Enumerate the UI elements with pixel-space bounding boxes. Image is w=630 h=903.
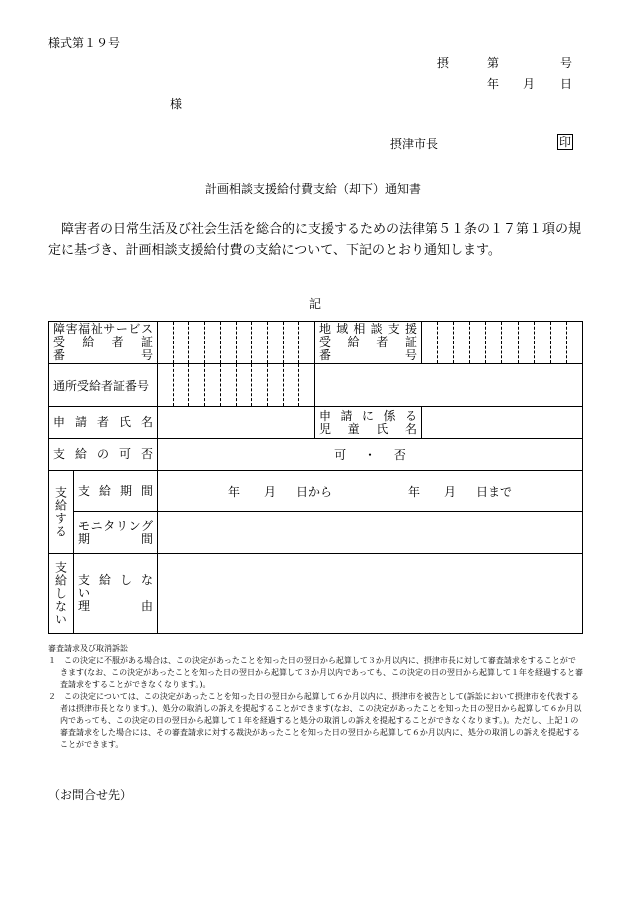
date-month: 月 bbox=[523, 77, 536, 91]
nogrant-reason-field[interactable] bbox=[158, 554, 583, 634]
doc-number-go: 号 bbox=[560, 56, 573, 70]
approval-value[interactable] bbox=[158, 439, 583, 471]
applicant-field[interactable] bbox=[158, 407, 315, 439]
applicant-label: 申 請 者 氏 名 bbox=[49, 407, 158, 439]
tsusho-number-field[interactable] bbox=[158, 364, 315, 407]
recipient-number-field[interactable] bbox=[158, 322, 315, 364]
addressee-sama: 様 bbox=[170, 97, 183, 111]
from-day: 日から bbox=[296, 484, 333, 499]
approval-dot: ・ bbox=[364, 448, 377, 462]
notes-heading: 審査請求及び取消訴訟 bbox=[48, 644, 128, 653]
seal-mark: 印 bbox=[559, 135, 572, 149]
doc-number-prefix: 摂 bbox=[437, 56, 450, 70]
note-item-1: １ この決定に不服がある場合は、この決定があったことを知った日の翌日から起算して３か月以内に、摂津市長に対して審査請求をすることができます(なお、この決定があったことを知った日の翌日から起算して３か月以内であっても、この決定の日の翌日から起算して１年を経過すると審査請求をすることができなくなります。)。 bbox=[48, 656, 583, 689]
date-day: 日 bbox=[560, 77, 573, 91]
date-year: 年 bbox=[487, 77, 500, 91]
recipient-number-label: 障害福祉サービス 受 給 者 証 番 号 bbox=[49, 322, 158, 364]
nogrant-reason-label: 支 給 し な い 理 由 bbox=[74, 554, 158, 634]
notification-table bbox=[48, 321, 583, 634]
appeal-notes bbox=[48, 643, 583, 751]
grant-period-field[interactable] bbox=[158, 471, 583, 512]
child-name-label: 申 請 に 係 る 児 童 氏 名 bbox=[315, 407, 422, 439]
tsusho-number-label: 通所受給者証番号 bbox=[49, 364, 158, 407]
from-year: 年 bbox=[228, 484, 241, 499]
monitoring-label: モニタリング 期 間 bbox=[74, 512, 158, 554]
ki-label: 記 bbox=[309, 297, 322, 311]
approval-yes: 可 bbox=[334, 448, 347, 462]
grant-group-label: 支給する bbox=[49, 471, 74, 554]
tsusho-blank bbox=[315, 364, 583, 407]
issuer: 摂津市長 bbox=[390, 137, 439, 151]
monitoring-field[interactable] bbox=[158, 512, 583, 554]
regional-number-label: 地 域 相 談 支 援 受 給 者 証 番 号 bbox=[315, 322, 422, 364]
to-year: 年 bbox=[407, 484, 420, 499]
form-number: 様式第１９号 bbox=[48, 36, 121, 50]
body-text: 障害者の日常生活及び社会生活を総合的に支援するための法律第５１条の１７第１項の規定に基づき、計画相談支援給付費の支給について、下記のとおり通知します。 bbox=[48, 222, 582, 258]
nogrant-group-label: 支給しない bbox=[49, 554, 74, 634]
from-month: 月 bbox=[264, 484, 277, 499]
approval-no: 否 bbox=[393, 448, 406, 462]
child-name-field[interactable] bbox=[422, 407, 583, 439]
regional-number-field[interactable] bbox=[422, 322, 583, 364]
note-item-2: ２ この決定については、この決定があったことを知った日の翌日から起算して６か月以内に、摂津市を被告として(訴訟において摂津市を代表する者は摂津市長となります。)、処分の取消しの訴えを提起することができます(なお、この決定があったことを知った日の翌日から起算して６か月以内であっても、この決定の日の翌日から起算して１年を経過すると処分の取消しの訴えを提起することができなくなります。)。ただし、上記１の審査請求をした場合には、その審査請求に対する裁決があったことを知った日の翌日から起算して６か月以内に、処分の取消しの訴えを提起することができます。 bbox=[48, 692, 582, 749]
grant-period-label: 支 給 期 間 bbox=[74, 471, 158, 512]
doc-number-dai: 第 bbox=[487, 56, 500, 70]
document-title: 計画相談支援給付費支給（却下）通知書 bbox=[205, 182, 422, 196]
to-day: 日まで bbox=[476, 484, 513, 499]
approval-label: 支 給 の 可 否 bbox=[49, 439, 158, 471]
contact-label: （お問合せ先） bbox=[48, 788, 133, 802]
to-month: 月 bbox=[443, 484, 456, 499]
